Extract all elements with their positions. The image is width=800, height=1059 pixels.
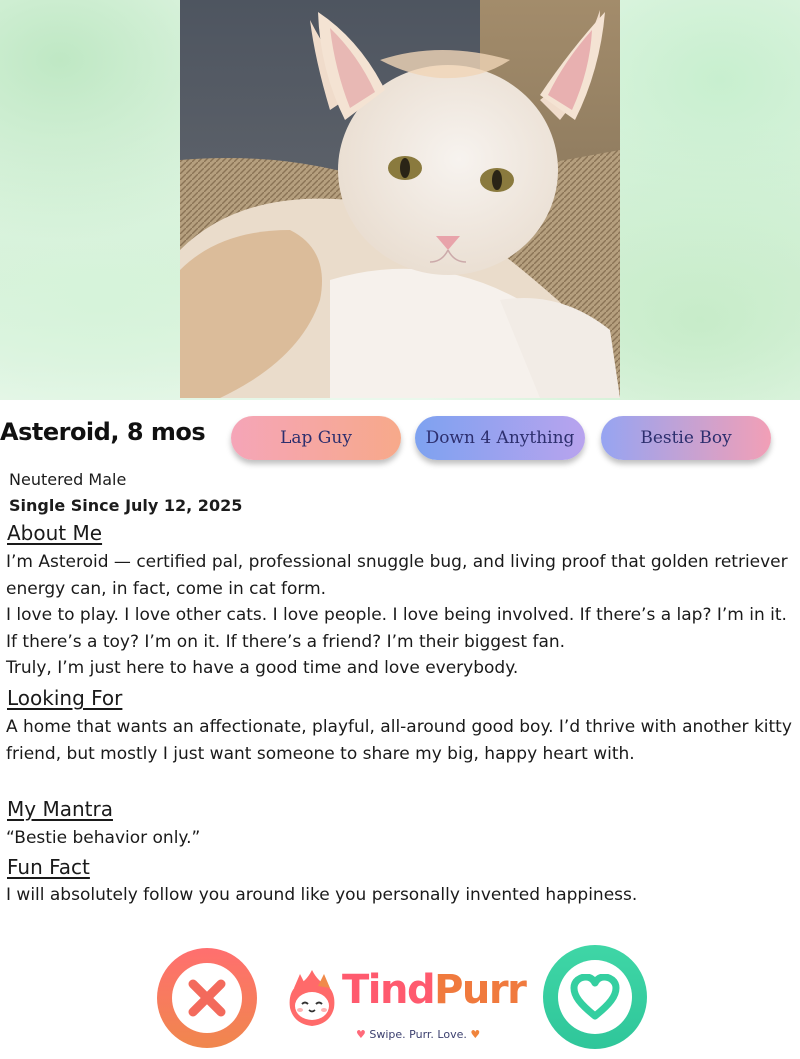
looking-text — [6, 714, 798, 767]
mantra-paragraph: “Bestie behavior only.” — [6, 828, 201, 848]
logo-word-part1: Tind — [342, 967, 435, 1013]
sex-status: Neutered Male — [9, 470, 127, 489]
fact-text — [6, 882, 798, 909]
looking-heading: Looking For — [7, 686, 123, 710]
single-since: Single Since July 12, 2025 — [9, 496, 243, 515]
cat-flame-icon — [280, 966, 344, 1030]
about-paragraph: I’m Asteroid — certified pal, professional snuggle bug, and living proof that golden retriever energy can, in fact, come in cat form. — [6, 552, 788, 599]
tag-bestie-boy[interactable]: Bestie Boy — [601, 416, 771, 460]
about-heading: About Me — [7, 521, 103, 545]
fact-paragraph: I will absolutely follow you around like you personally invented happiness. — [6, 885, 638, 905]
tagline-text: Swipe. Purr. Love. — [369, 1028, 467, 1041]
logo-wordmark — [342, 966, 525, 1014]
cat-photo — [180, 0, 620, 398]
dislike-button-face — [172, 963, 242, 1033]
fact-heading: Fun Fact — [7, 855, 90, 879]
about-text — [6, 549, 798, 682]
logo-word-part2: Purr — [434, 967, 526, 1013]
heart-icon — [570, 974, 620, 1020]
cat-name-age: Asteroid, 8 mos — [0, 418, 206, 446]
looking-paragraph: A home that wants an affectionate, playful, all-around good boy. I’d thrive with another kitty friend, but mostly I just want someone to share my big, happy heart with. — [6, 717, 792, 764]
tag-lap-guy[interactable]: Lap Guy — [231, 416, 401, 460]
about-paragraph: Truly, I’m just here to have a good time and love everybody. — [6, 658, 519, 678]
x-icon — [185, 976, 229, 1020]
like-button[interactable] — [543, 945, 647, 1049]
small-heart-icon: ♥ — [470, 1028, 481, 1041]
tag-down-4-anything[interactable]: Down 4 Anything — [415, 416, 585, 460]
like-button-face — [558, 960, 632, 1034]
logo-tagline — [356, 1028, 480, 1041]
mantra-text — [6, 825, 798, 852]
mantra-heading: My Mantra — [7, 797, 113, 821]
about-paragraph: I love to play. I love other cats. I love people. I love being involved. If there’s a lap? I’m in it. If there’s a toy? I’m on it. If there’s a friend? I’m their biggest fan. — [6, 605, 787, 652]
small-heart-icon: ♥ — [356, 1028, 366, 1041]
dislike-button[interactable] — [157, 948, 257, 1048]
tindpurr-logo — [280, 958, 530, 1053]
